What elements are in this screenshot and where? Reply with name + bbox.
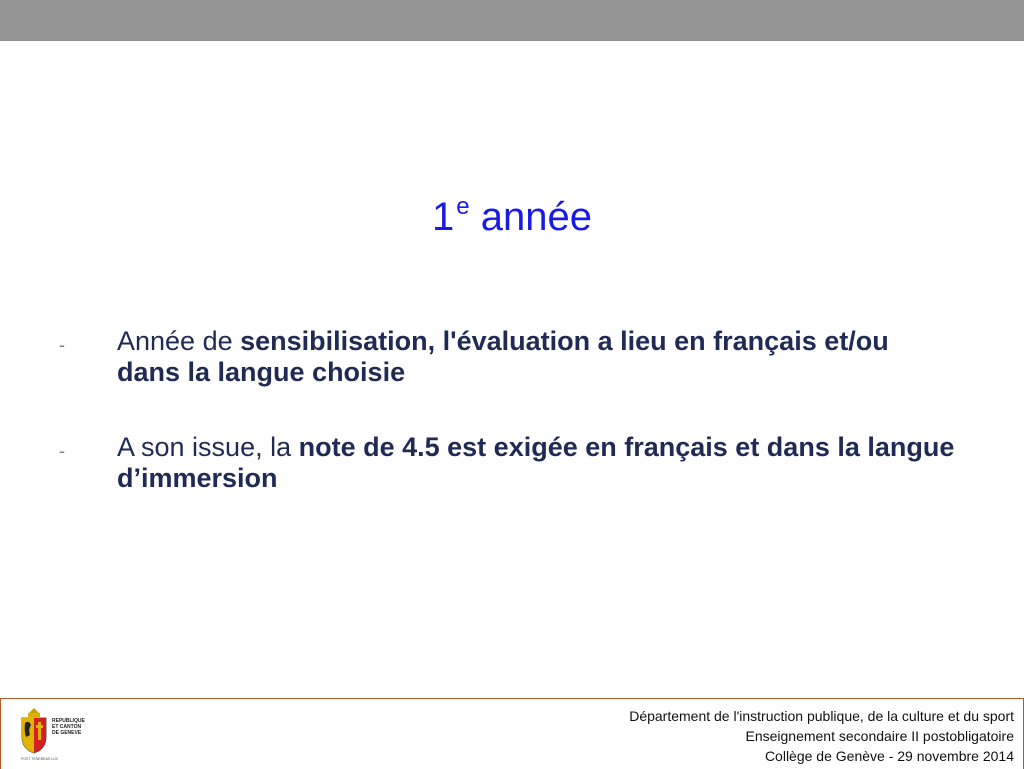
title-word: année [480, 195, 592, 239]
bullet-text [117, 326, 957, 388]
footer-text [629, 706, 1014, 766]
bullet-bold-text: note de 4.5 est exigée en français et dans la langue d’immersion [117, 432, 955, 493]
bullet-item [0, 432, 1024, 494]
footer-line-college: Collège de Genève - 29 novembre 2014 [764, 748, 1014, 764]
geneva-logo [19, 707, 83, 763]
bullet-list [0, 326, 1024, 538]
bullet-bold-text: sensibilisation, l'évaluation a lieu en français et/ou dans la langue choisie [117, 326, 889, 387]
footer-line-teaching: Enseignement secondaire II postobligatoire [745, 728, 1014, 744]
title-number: 1 [432, 195, 455, 239]
slide-title [0, 193, 1024, 241]
footer-line-department: Département de l'instruction publique, de la culture et du sport [629, 708, 1014, 724]
bullet-marker: - [59, 335, 65, 355]
bullet-text [117, 432, 957, 494]
logo-motto: POST TENEBRAS LUX [21, 757, 59, 761]
bullet-marker: - [59, 441, 65, 461]
geneva-coat-of-arms-icon [19, 707, 49, 755]
title-superscript: e [456, 193, 470, 220]
bullet-normal-text: Année de [117, 326, 241, 356]
logo-text: REPUBLIQUE ET CANTON DE GENEVE [52, 718, 85, 736]
bullet-normal-text: A son issue, la [117, 432, 299, 462]
footer [0, 698, 1024, 769]
top-bar [0, 0, 1024, 41]
bullet-item [0, 326, 1024, 388]
